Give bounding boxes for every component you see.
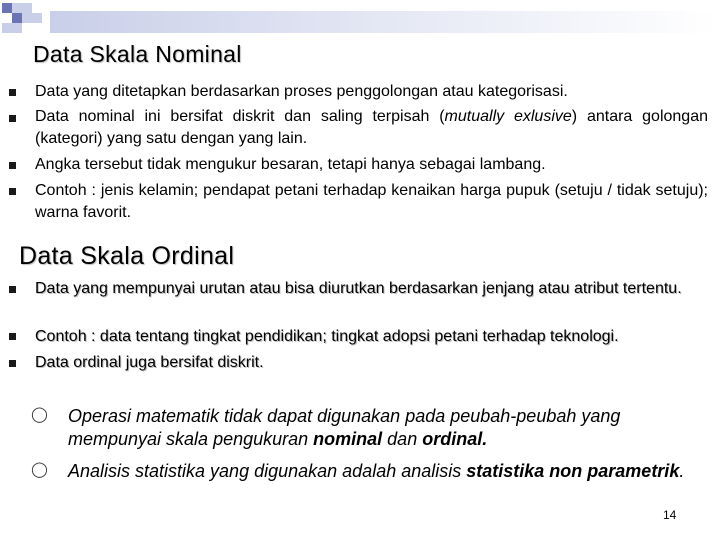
ring-bullet-icon: ◯ <box>31 406 48 423</box>
header-square-icon <box>12 13 22 23</box>
note-2-text: Analisis statistika yang digunakan adalah analisis <box>68 461 467 481</box>
header-square-icon <box>12 3 22 13</box>
italic-term: mutually exlusive <box>444 108 572 125</box>
ordinal-item-3: Data ordinal juga bersifat diskrit. <box>35 354 264 371</box>
note-2-period: . <box>679 461 685 481</box>
nominal-item-1: Data yang ditetapkan berdasarkan proses penggolongan atau kategorisasi. <box>35 83 568 100</box>
ring-bullet-icon: ◯ <box>31 461 48 478</box>
note-1-joiner: dan <box>382 429 423 449</box>
square-bullet-icon <box>9 333 16 340</box>
note-1-bold-ordinal: ordinal. <box>422 429 488 449</box>
nominal-item-4: Contoh : jenis kelamin; pendapat petani terhadap kenaikan harga pupuk (setuju / tidak setuju); warna favorit. <box>35 182 708 221</box>
nominal-item-3: Angka tersebut tidak mengukur besaran, tetapi hanya sebagai lambang. <box>35 156 546 173</box>
square-bullet-icon <box>9 115 16 122</box>
note-2 <box>68 460 708 483</box>
note-1-bold-nominal: nominal <box>313 429 383 449</box>
header-square-icon <box>22 3 32 13</box>
ordinal-item-2: Contoh : data tentang tingkat pendidikan; tingkat adopsi petani terhadap teknologi. <box>35 328 619 345</box>
square-bullet-icon <box>9 286 16 293</box>
heading-nominal: Data Skala Nominal <box>33 41 242 67</box>
header-square-icon <box>2 23 12 33</box>
square-bullet-icon <box>9 89 16 96</box>
header-square-icon <box>22 13 32 23</box>
heading-ordinal: Data Skala Ordinal <box>19 242 235 270</box>
header-square-icon <box>32 13 42 23</box>
header-square-icon <box>12 23 22 33</box>
header-gradient-bar <box>50 11 718 33</box>
note-1-text: Operasi matematik tidak dapat digunakan pada peubah-peubah yang mempunyai skala pengukuran <box>68 406 621 449</box>
note-1 <box>68 405 708 451</box>
page-number: 14 <box>663 508 677 522</box>
header-square-icon <box>2 3 12 13</box>
square-bullet-icon <box>9 188 16 195</box>
ordinal-item-1: Data yang mempunyai urutan atau bisa diurutkan berdasarkan jenjang atau atribut tertentu. <box>35 280 682 297</box>
nominal-item-2: Data nominal ini bersifat diskrit dan saling terpisah (mutually exlusive) antara golongan (kategori) yang satu dengan yang lain. <box>35 108 708 147</box>
square-bullet-icon <box>9 360 16 367</box>
note-2-bold-term: statistika non parametrik <box>466 461 680 481</box>
square-bullet-icon <box>9 162 16 169</box>
